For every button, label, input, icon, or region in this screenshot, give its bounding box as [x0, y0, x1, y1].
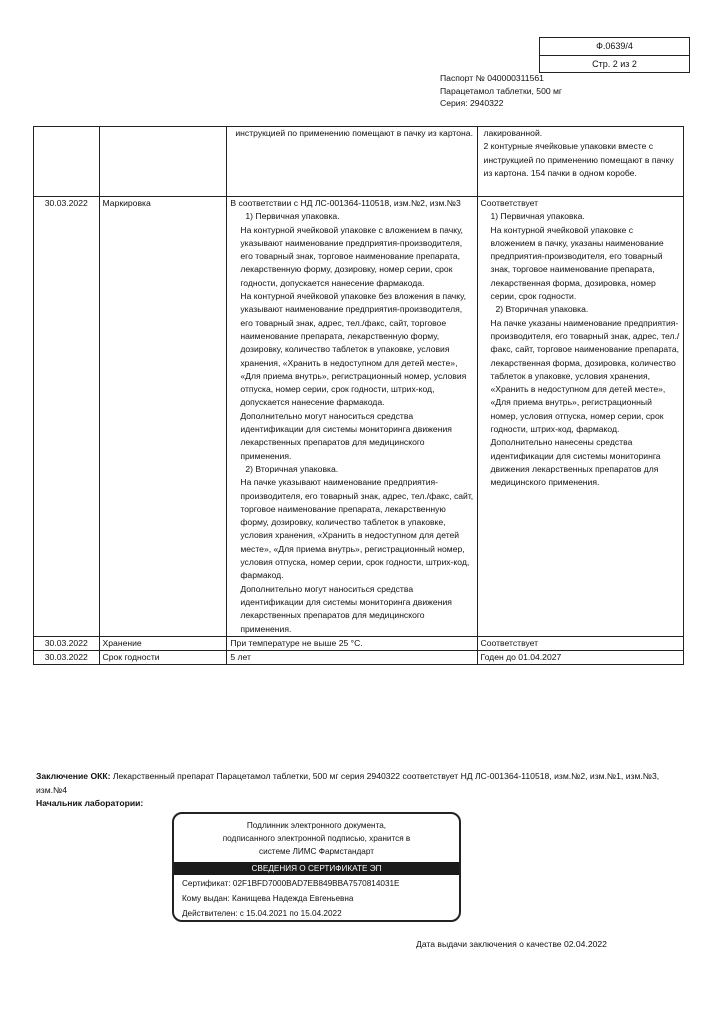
cell-date: 30.03.2022	[34, 197, 100, 637]
spec-paragraph: На контурной ячейковой упаковке с вложением в пачку, указывают наименование предприятия-производителя, его товарный знак, торговое наименование препарата, лекарственную форму, дозировку, номер серии, срок годности, допускается нанесение фармакода.	[240, 224, 463, 288]
table-row	[34, 636, 684, 650]
cell-date: 30.03.2022	[34, 636, 100, 650]
passport-header	[440, 72, 562, 110]
result-paragraph: 1) Первичная упаковка.	[490, 211, 585, 222]
result-paragraph: На пачке указаны наименование предприятия-производителя, его товарный знак, адрес, тел./факс, сайт, торговое наименование препарата, лекарственная форма, дозировка, количество таблеток в упаковке, условия хранения, «Хранить в недоступном для детей месте», «Для приема внутрь», регистрационный номер, условия отпуска, номер серии, срок годности, штрих-код, фармакод.	[490, 317, 680, 435]
form-code-box	[539, 37, 690, 73]
conclusion-label: Заключение ОКК:	[36, 771, 111, 781]
spec-paragraph: 1) Первичная упаковка.	[245, 211, 340, 222]
cell-result: Соответствует	[477, 636, 683, 650]
result-paragraph: На контурной ячейковой упаковке с вложением в пачку, указаны наименование предприятия-производителя, его товарный знак, торговое наименование препарата, лекарственная форма, дозировка, номер серии, срок годности.	[490, 224, 664, 302]
certificate-number: Сертификат: 02F1BFD7000BAD7EB849BBA7570814031E	[182, 879, 400, 888]
result-intro: Соответствует	[480, 198, 539, 208]
conclusion-block	[36, 770, 676, 811]
passport-number: Паспорт № 040000311561	[440, 73, 544, 83]
cell-result	[477, 127, 683, 197]
spec-paragraph: На контурной ячейковой упаковке без вложения в пачку, указывают наименование предприятия-производителя, его товарный знак, адрес, тел./факс, сайт, торговое наименование препарата, лекарственную форму, дозировку, количество таблеток в упаковке, условия хранения, «Хранить в недоступном для детей месте», «Для приема внутрь», регистрационный номер, условия отпуска, номер серии, срок годности, штрих-код, допускается нанесение фармакода.	[240, 291, 467, 408]
cell-date	[34, 127, 100, 197]
page-number: Стр. 2 из 2	[592, 59, 637, 69]
cell-param: Срок годности	[99, 651, 227, 665]
spec-paragraph: На пачке указывают наименование предприятия-производителя, его товарный знак, адрес, тел./факс, сайт, торговое наименование препарата, лекарственную форму, дозировку, количество таблеток в упаковке, условия хранения, «Хранить в недоступном для детей месте», «Для приема внутрь», регистрационный номер, условия отпуска, номер серии, срок годности, штрих-код, фармакод.	[240, 477, 474, 581]
result-paragraph: Дополнительно нанесены средства идентификации для системы мониторинга движения лекарственных препаратов для медицинского применения.	[490, 437, 661, 488]
cell-spec	[227, 127, 477, 197]
signature-note	[174, 814, 459, 858]
cell-result: Годен до 01.04.2027	[477, 651, 683, 665]
certificate-validity: Действителен: с 15.04.2021 по 15.04.2022	[182, 909, 342, 918]
certificate-header: СВЕДЕНИЯ О СЕРТИФИКАТЕ ЭП	[174, 862, 459, 875]
spec-paragraph: Дополнительно могут наноситься средства идентификации для системы мониторинга движения лекарственных препаратов для медицинского применения.	[240, 583, 452, 634]
quality-table	[33, 126, 684, 665]
product-name: Парацетамол таблетки, 500 мг	[440, 85, 563, 96]
issue-date: Дата выдачи заключения о качестве 02.04.2022	[416, 939, 607, 949]
cell-param	[99, 127, 227, 197]
conclusion-text	[36, 770, 676, 797]
cell-param: Хранение	[99, 636, 227, 650]
series-number: Серия: 2940322	[440, 98, 504, 108]
result-text: лакированной.	[483, 128, 543, 138]
cell-result	[477, 197, 683, 637]
cell-date: 30.03.2022	[34, 651, 100, 665]
cell-param: Маркировка	[99, 197, 227, 637]
spec-paragraph: Дополнительно могут наноситься средства идентификации для системы мониторинга движения лекарственных препаратов для медицинского применения.	[240, 410, 452, 461]
signature-note-line: Подлинник электронного документа,	[246, 821, 387, 830]
e-signature-stamp	[172, 812, 461, 922]
spec-paragraph: 2) Вторичная упаковка.	[245, 463, 339, 474]
conclusion-body: Лекарственный препарат Парацетамол таблетки, 500 мг серия 2940322 соответствует НД ЛС-001364-110518, изм.№2, изм.№1, изм.№3, изм.№4	[36, 771, 660, 795]
table-row	[34, 197, 684, 637]
signature-note-line: подписанного электронной подписью, хранится в	[222, 834, 411, 843]
cell-spec: 5 лет	[227, 651, 477, 665]
result-paragraph: 2) Вторичная упаковка.	[495, 304, 589, 315]
signature-note-line: системе ЛИМС Фармстандарт	[259, 847, 374, 856]
table-row	[34, 651, 684, 665]
cell-spec	[227, 197, 477, 637]
table-row	[34, 127, 684, 197]
spec-text: инструкцией по применению помещают в пачку из картона.	[235, 128, 473, 138]
certificate-owner: Кому выдан: Канищева Надежда Евгеньевна	[182, 894, 354, 903]
lab-head-label: Начальник лаборатории:	[36, 798, 144, 808]
spec-intro: В соответствии с НД ЛС-001364-110518, изм.№2, изм.№3	[230, 198, 461, 208]
result-text: 2 контурные ячейковые упаковки вместе с инструкцией по применению помещают в пачку из картона. 154 пачки в одном коробе.	[483, 141, 674, 178]
cell-spec: При температуре не выше 25 °С.	[227, 636, 477, 650]
form-code: Ф.0639/4	[540, 38, 689, 56]
